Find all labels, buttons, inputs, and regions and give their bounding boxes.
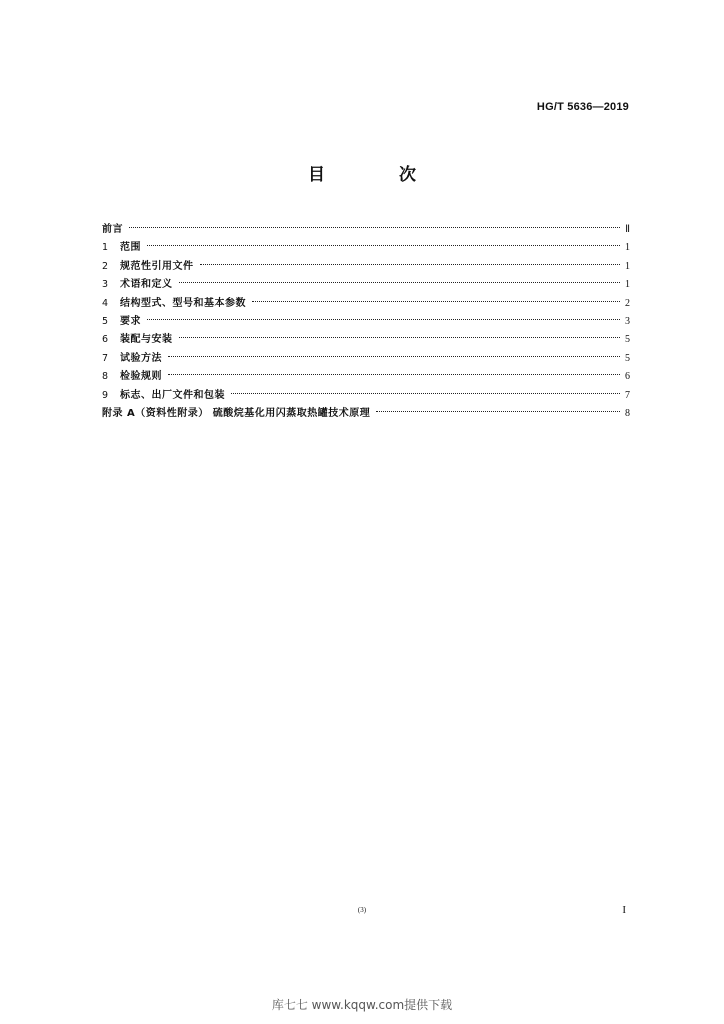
toc-entry-2[interactable] (102, 258, 630, 276)
toc-leader-dots (179, 337, 621, 338)
toc-entry-page: 7 (625, 389, 630, 401)
toc-entry-label: 范围 (120, 242, 141, 254)
toc-entry-page: 6 (625, 371, 630, 383)
table-of-contents (102, 221, 630, 423)
footer-mark: (3) (357, 906, 367, 914)
toc-entry-number: 6 (102, 334, 109, 346)
toc-leader-dots (168, 356, 620, 357)
toc-leader-dots (129, 227, 620, 228)
toc-entry-label: 试验方法 (120, 352, 162, 364)
toc-entry-label: 术语和定义 (120, 279, 173, 291)
toc-leader-dots (231, 393, 620, 394)
toc-entry-number: 2 (102, 260, 109, 272)
toc-entry-page: 5 (625, 352, 630, 364)
toc-entry-label: 标志、出厂文件和包装 (120, 389, 225, 401)
toc-leader-dots (147, 319, 620, 320)
toc-entry-8[interactable] (102, 368, 630, 386)
toc-entry-6[interactable] (102, 331, 630, 349)
toc-leader-dots (200, 264, 621, 265)
toc-entry-label: 结构型式、型号和基本参数 (120, 297, 246, 309)
toc-leader-dots (147, 245, 620, 246)
standard-code: HG/T 5636—2019 (536, 101, 629, 113)
toc-entry-label: 检验规则 (120, 371, 162, 383)
toc-entry-page: 3 (625, 315, 630, 327)
toc-entry-label: 装配与安装 (120, 334, 173, 346)
toc-entry-number: 9 (102, 389, 109, 401)
toc-leader-dots (252, 301, 620, 302)
toc-entry-page: Ⅱ (625, 224, 630, 235)
toc-entry-number: 8 (102, 371, 109, 383)
toc-entry-page: 1 (625, 279, 630, 291)
toc-entry-page: 2 (625, 297, 630, 309)
toc-entry-foreword[interactable] (102, 221, 630, 239)
toc-entry-label: 附录 A（资料性附录） 硫酸烷基化用闪蒸取热罐技术原理 (102, 407, 371, 419)
toc-entry-number: 4 (102, 297, 109, 309)
toc-entry-4[interactable] (102, 295, 630, 313)
toc-entry-page: 1 (625, 242, 630, 254)
toc-entry-label: 前言 (102, 224, 123, 235)
toc-entry-3[interactable] (102, 276, 630, 294)
download-watermark-link[interactable]: 库七七 www.kqqw.com提供下载 (271, 998, 453, 1012)
page-number: I (622, 904, 626, 916)
toc-entry-number: 1 (102, 242, 109, 254)
toc-entry-appendix-a[interactable] (102, 405, 630, 423)
toc-entry-1[interactable] (102, 239, 630, 257)
toc-entry-label: 规范性引用文件 (120, 260, 194, 272)
toc-entry-number: 7 (102, 352, 109, 364)
toc-leader-dots (376, 411, 620, 412)
toc-entry-label: 要求 (120, 315, 141, 327)
toc-entry-page: 5 (625, 334, 630, 346)
toc-entry-9[interactable] (102, 387, 630, 405)
toc-entry-7[interactable] (102, 350, 630, 368)
toc-entry-page: 1 (625, 260, 630, 272)
toc-leader-dots (168, 374, 620, 375)
toc-entry-5[interactable] (102, 313, 630, 331)
toc-leader-dots (179, 282, 621, 283)
toc-entry-page: 8 (625, 407, 630, 419)
toc-entry-number: 3 (102, 279, 109, 291)
page-title: 目 次 (308, 165, 450, 185)
toc-entry-number: 5 (102, 315, 109, 327)
